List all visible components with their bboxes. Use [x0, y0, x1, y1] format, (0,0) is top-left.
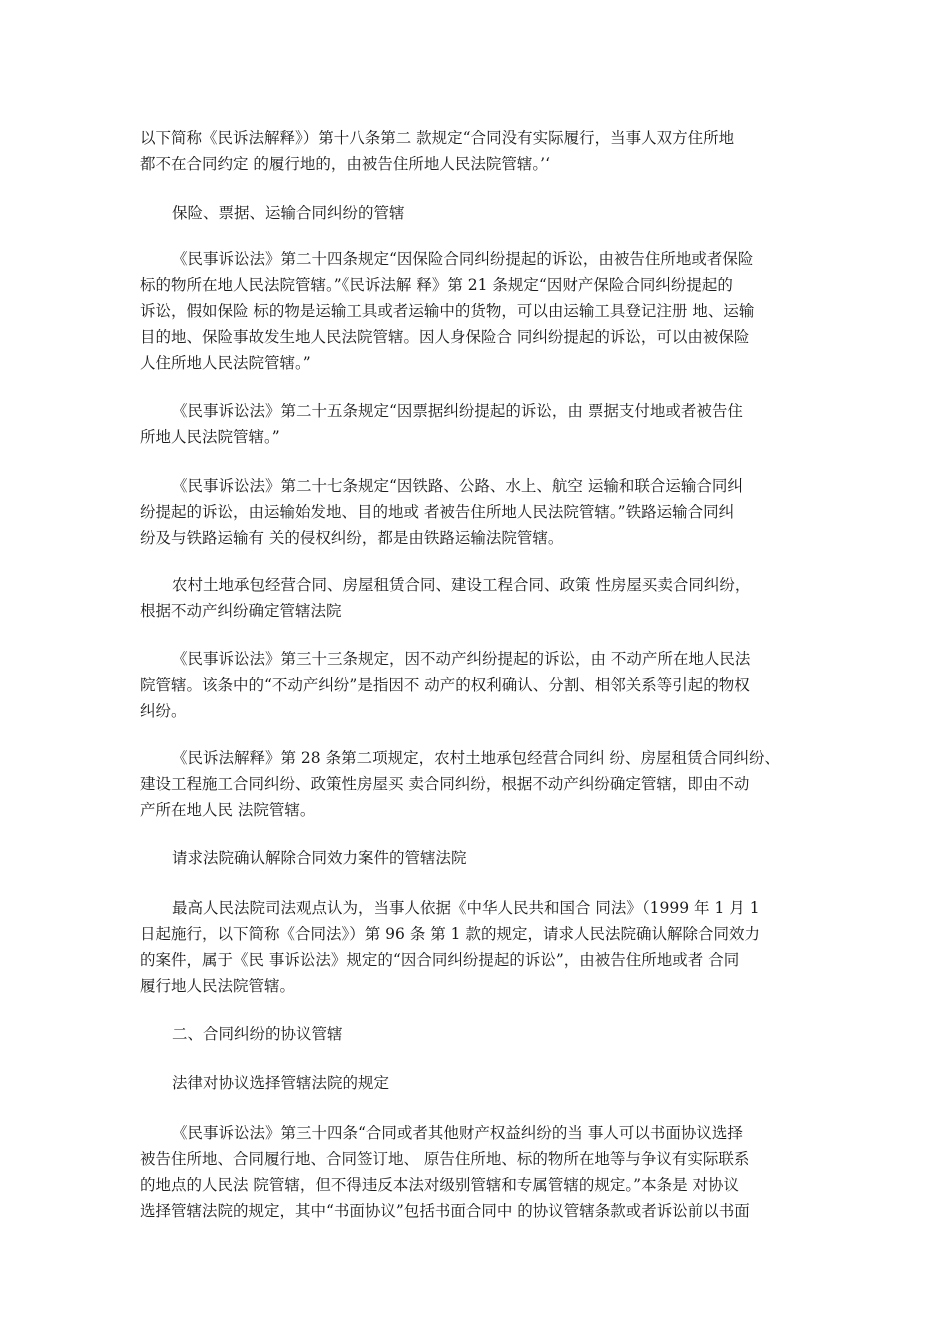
text-line: 纠纷。 — [140, 702, 187, 720]
paragraph-5 — [140, 646, 820, 724]
text-line: 目的地、保险事故发生地人民法院管辖。因人身保险合 同纠纷提起的诉讼，可以由被保险 — [140, 328, 750, 346]
text-line: 的案件，属于《民 事诉讼法》规定的“因合同纠纷提起的诉讼”，由被告住所地或者 合同 — [140, 951, 740, 969]
section-heading-real-estate — [140, 572, 820, 624]
text-line: 最高人民法院司法观点认为，当事人依据《中华人民共和国合 同法》（1999 年 1 月 1 — [172, 899, 760, 917]
heading-line: 农村土地承包经营合同、房屋租赁合同、建设工程合同、政策 性房屋买卖合同纠纷， — [172, 576, 751, 594]
paragraph-8 — [140, 1120, 820, 1224]
paragraph-7 — [140, 895, 820, 999]
heading-line: 保险、票据、运输合同纠纷的管辖 — [172, 204, 405, 222]
text-line: 《民事诉讼法》第二十五条规定“因票据纠纷提起的诉讼，由 票据支付地或者被告住 — [172, 402, 743, 420]
heading-line: 根据不动产纠纷确定管辖法院 — [140, 602, 342, 620]
text-line: 都不在合同约定 的履行地的，由被告住所地人民法院管辖。’‘ — [140, 155, 551, 173]
text-line: 《民事诉讼法》第二十七条规定“因铁路、公路、水上、航空 运输和联合运输合同纠 — [172, 477, 743, 495]
text-line: 所地人民法院管辖。” — [140, 428, 280, 446]
text-line: 诉讼，假如保险 标的物是运输工具或者运输中的货物，可以由运输工具登记注册 地、运输 — [140, 302, 755, 320]
text-line: 建设工程施工合同纠纷、政策性房屋买 卖合同纠纷，根据不动产纠纷确定管辖，即由不动 — [140, 775, 750, 793]
text-line: 《民事诉讼法》第三十三条规定，因不动产纠纷提起的诉讼，由 不动产所在地人民法 — [172, 650, 751, 668]
paragraph-1 — [140, 125, 820, 177]
text-line: 履行地人民法院管辖。 — [140, 977, 296, 995]
text-line: 被告住所地、合同履行地、合同签订地、 原告住所地、标的物所在地等与争议有实际联系 — [140, 1150, 750, 1168]
text-line: 《民事诉讼法》第三十四条“合同或者其他财产权益纠纷的当 事人可以书面协议选择 — [172, 1124, 743, 1142]
text-line: 产所在地人民 法院管辖。 — [140, 801, 316, 819]
paragraph-3 — [140, 398, 820, 450]
text-line: 以下简称《民诉法解释》）第十八条第二 款规定“合同没有实际履行，当事人双方住所地 — [140, 129, 735, 147]
text-line: 纷提起的诉讼，由运输始发地、目的地或 者被告住所地人民法院管辖。”铁路运输合同纠 — [140, 503, 735, 521]
text-line: 日起施行，以下简称《合同法》）第 96 条 第 1 款的规定，请求人民法院确认解除合同效力 — [140, 925, 760, 943]
text-line: 纷及与铁路运输有 关的侵权纠纷，都是由铁路运输法院管辖。 — [140, 529, 564, 547]
paragraph-2 — [140, 246, 820, 376]
text-line: 《民事诉讼法》第二十四条规定“因保险合同纠纷提起的诉讼，由被告住所地或者保险 — [172, 250, 754, 268]
text-line: 选择管辖法院的规定，其中“书面协议”包括书面合同中 的协议管辖条款或者诉讼前以书面 — [140, 1202, 750, 1220]
heading-line: 二、合同纠纷的协议管辖 — [172, 1025, 343, 1043]
section-heading-contract-validity — [140, 845, 852, 871]
text-line: 标的物所在地人民法院管辖。”《民诉法解 释》第 21 条规定“因财产保险合同纠纷提起的 — [140, 276, 733, 294]
text-line: 院管辖。该条中的“不动产纠纷”是指因不 动产的权利确认、分割、相邻关系等引起的物权 — [140, 676, 750, 694]
section-heading-agreement-jurisdiction — [140, 1021, 852, 1047]
text-line: 《民诉法解释》第 28 条第二项规定，农村土地承包经营合同纠 纷、房屋租赁合同纠纷、 — [172, 749, 781, 767]
paragraph-4 — [140, 473, 820, 551]
text-line: 人住所地人民法院管辖。” — [140, 354, 311, 372]
heading-line: 法律对协议选择管辖法院的规定 — [172, 1074, 390, 1092]
text-line: 的地点的人民法 院管辖，但不得违反本法对级别管辖和专属管辖的规定。”本条是 对协议 — [140, 1176, 740, 1194]
section-heading-legal-provisions — [140, 1070, 852, 1096]
paragraph-6 — [140, 745, 820, 823]
section-heading-insurance — [140, 200, 852, 226]
heading-line: 请求法院确认解除合同效力案件的管辖法院 — [172, 849, 467, 867]
